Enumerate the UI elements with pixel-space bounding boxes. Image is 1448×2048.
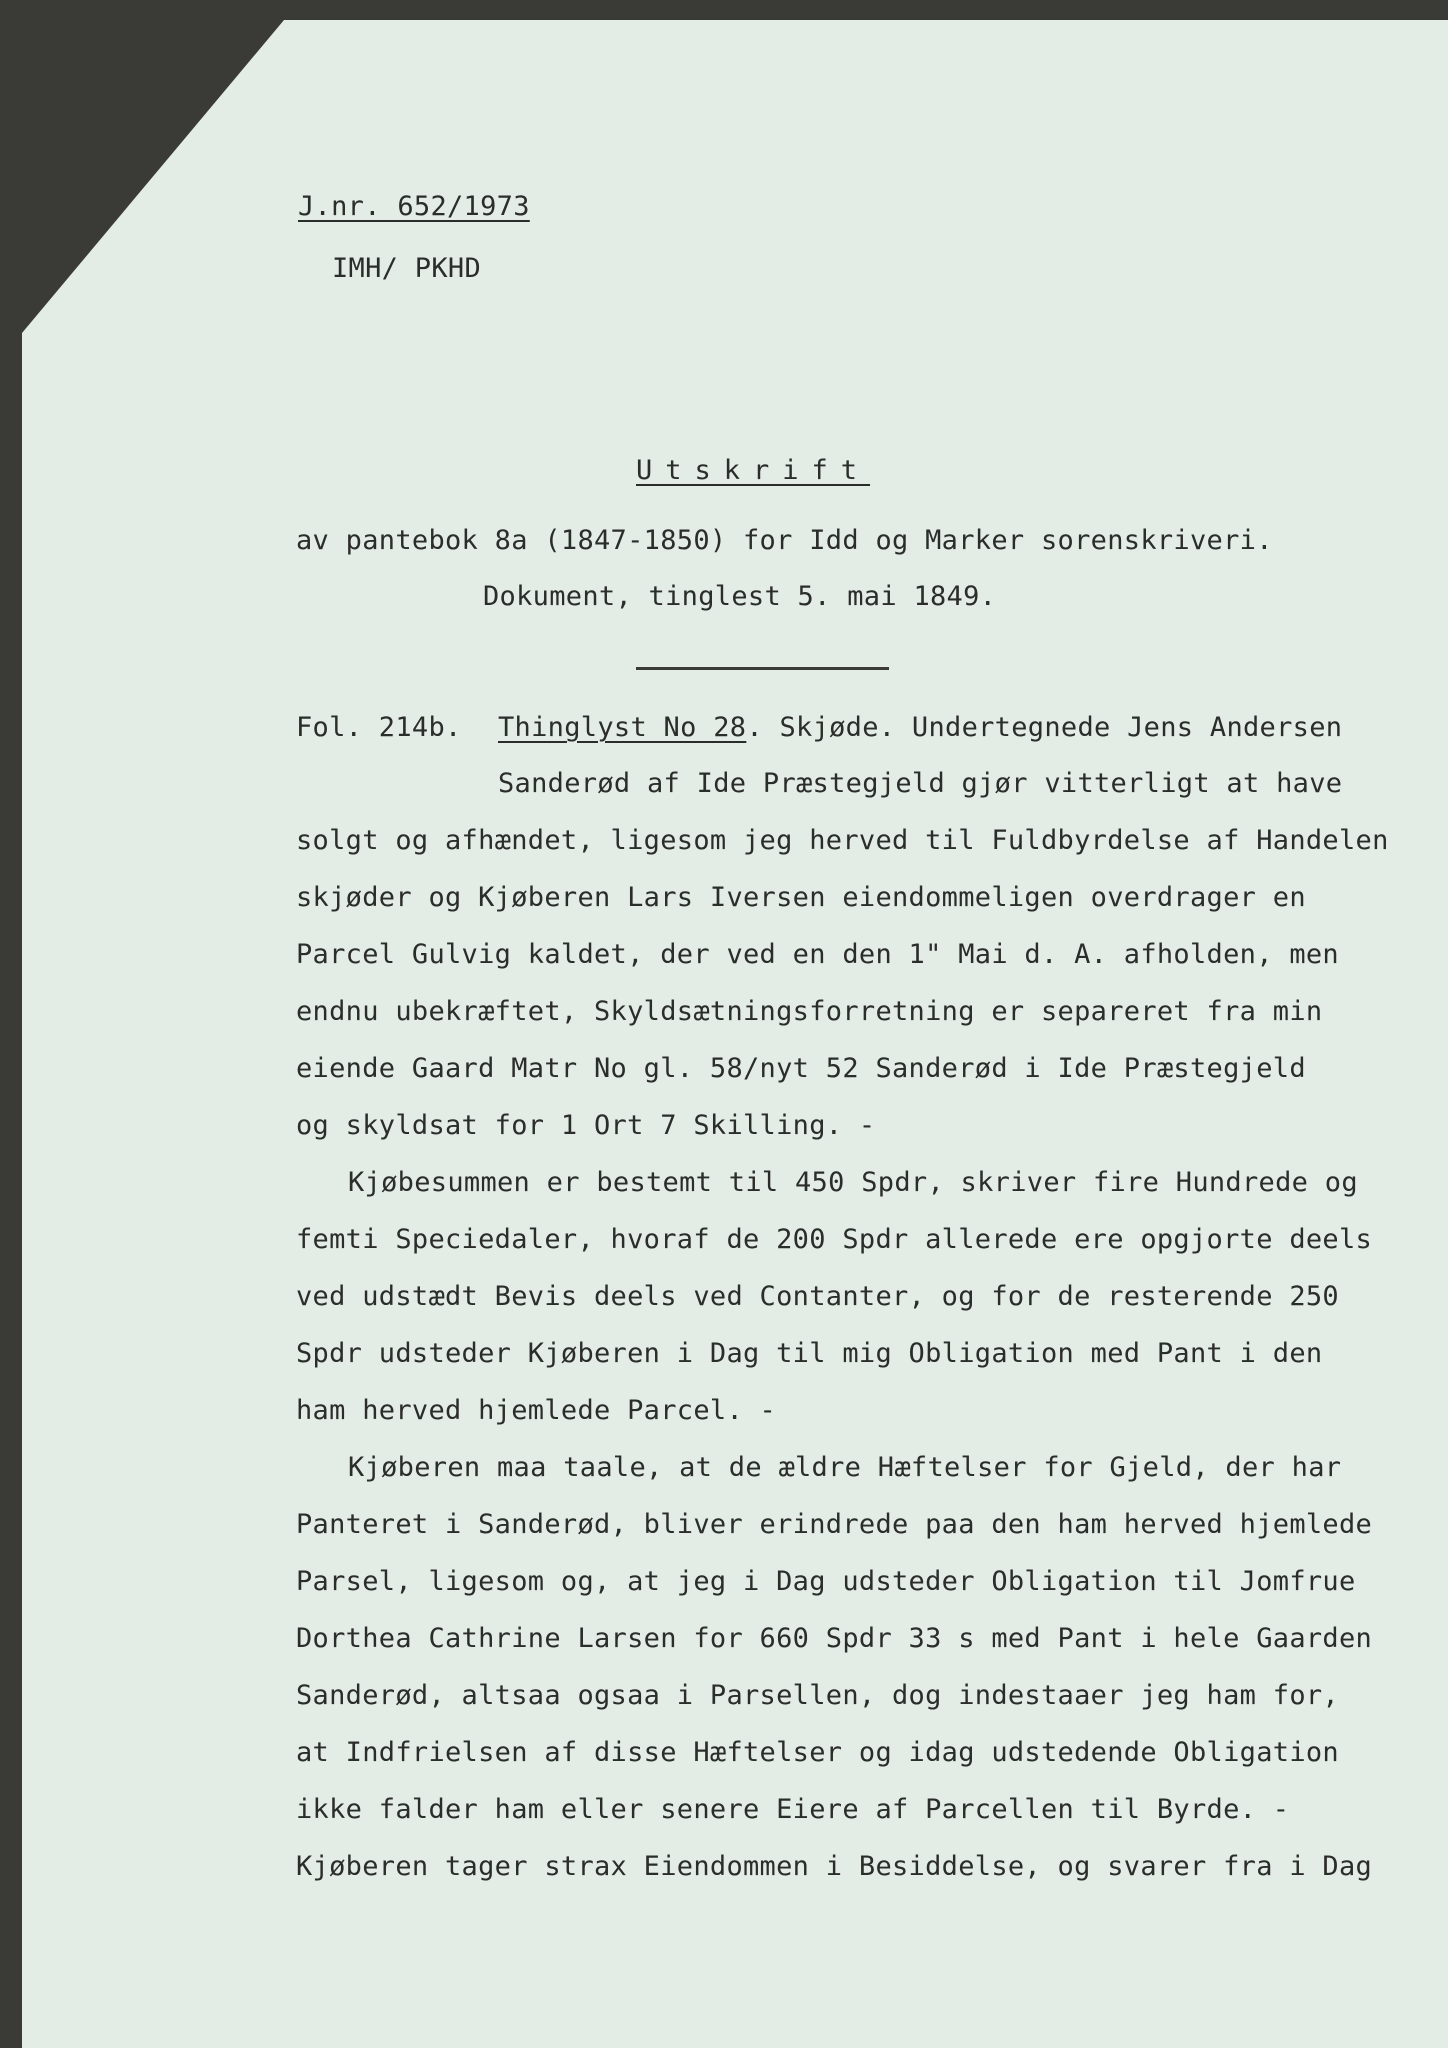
body-line: Parsel, ligesom og, at jeg i Dag udsteder Obligation til Jomfrue [296, 1566, 1356, 1597]
body-line: ved udstædt Bevis deels ved Contanter, og for de resterende 250 [296, 1281, 1339, 1312]
body-line: ikke falder ham eller senere Eiere af Parcellen til Byrde. - [296, 1794, 1290, 1825]
separator-rule [636, 667, 889, 670]
body-line: Panteret i Sanderød, bliver erindrede paa den ham herved hjemlede [296, 1509, 1373, 1540]
body-line: Spdr udsteder Kjøberen i Dag til mig Obligation med Pant i den [296, 1338, 1323, 1369]
body-line: endnu ubekræftet, Skyldsætningsforretning er separeret fra min [296, 996, 1323, 1027]
thinglyst-number: Thinglyst No 28 [498, 712, 747, 743]
body-line: at Indfrielsen af disse Hæftelser og idag udstedende Obligation [296, 1737, 1339, 1768]
journal-number: J.nr. 652/1973 [298, 191, 530, 222]
body-line: Kjøbesummen er bestemt til 450 Spdr, skriver fire Hundrede og [348, 1167, 1358, 1198]
body-line: femti Speciedaler, hvoraf de 200 Spdr allerede ere opgjorte deels [296, 1224, 1373, 1255]
body-line: Parcel Gulvig kaldet, der ved en den 1" Mai d. A. afholden, men [296, 939, 1339, 970]
body-line: og skyldsat for 1 Ort 7 Skilling. - [296, 1110, 876, 1141]
body-line: Kjøberen tager strax Eiendommen i Besiddelse, og svarer fra i Dag [296, 1851, 1373, 1882]
body-line: ham herved hjemlede Parcel. - [296, 1395, 777, 1426]
entry-first-line [498, 711, 1342, 745]
body-line: Dorthea Cathrine Larsen for 660 Spdr 33 s med Pant i hele Gaarden [296, 1623, 1373, 1654]
source-line: av pantebok 8a (1847-1850) for Idd og Marker sorenskriveri. [296, 525, 1273, 556]
document-line: Dokument, tinglest 5. mai 1849. [483, 581, 997, 612]
body-line: Sanderød, altsaa ogsaa i Parsellen, dog indestaaer jeg ham for, [296, 1680, 1339, 1711]
body-line: solgt og afhændet, ligesom jeg herved til Fuldbyrdelse af Handelen [296, 825, 1389, 856]
entry-first-line-rest: . Skjøde. Undertegnede Jens Andersen [746, 712, 1343, 743]
body-line: eiende Gaard Matr No gl. 58/nyt 52 Sanderød i Ide Præstegjeld [296, 1053, 1306, 1084]
body-line: Kjøberen maa taale, at de ældre Hæftelser for Gjeld, der har [348, 1452, 1342, 1483]
initials: IMH/ PKHD [332, 253, 481, 284]
folio-label: Fol. 214b. [296, 712, 462, 743]
body-line: skjøder og Kjøberen Lars Iversen eiendommeligen overdrager en [296, 882, 1306, 913]
document-title: Utskrift [636, 455, 871, 486]
body-line: Sanderød af Ide Præstegjeld gjør vitterligt at have [498, 768, 1343, 799]
